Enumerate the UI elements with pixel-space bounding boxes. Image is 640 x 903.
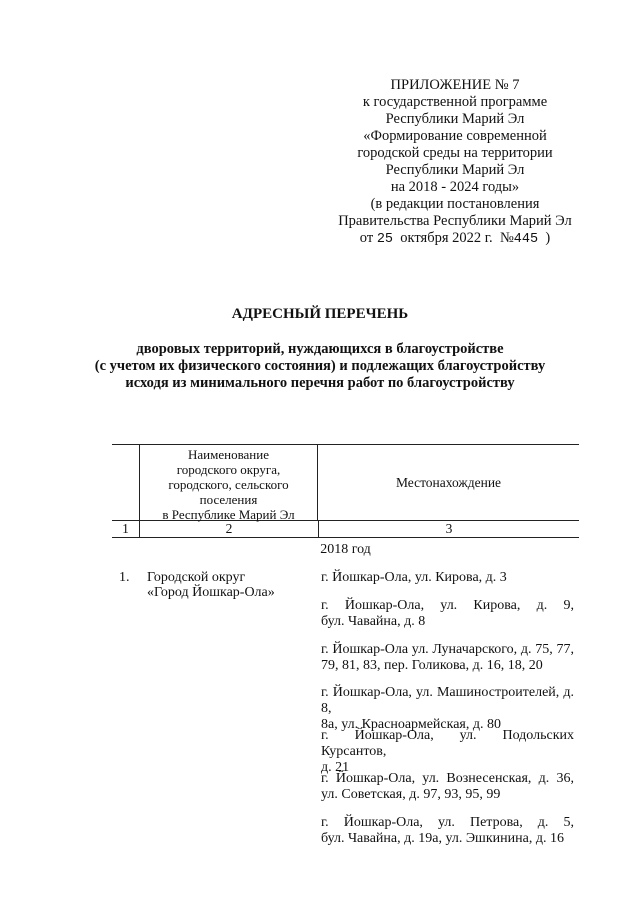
address-line: г. Йошкар-Ола, ул. Машиностроителей, д. 8, <box>321 685 574 716</box>
table-header-row <box>112 445 579 521</box>
close-paren: ) <box>545 230 551 246</box>
appendix-line: Правительства Республики Марий Эл <box>338 213 572 229</box>
address-line: 8а, ул. Красноармейская, д. 80 <box>321 717 501 732</box>
appendix-line: к государственной программе <box>362 94 548 110</box>
header-cell-number <box>112 445 140 520</box>
date-month-year: октября 2022 г. <box>400 230 493 246</box>
address-line: бул. Чавайна, д. 19а, ул. Эшкинина, д. 16 <box>321 831 564 846</box>
address-line: г. Йошкар-Ола, ул. Кирова, д. 3 <box>321 570 507 585</box>
address-entry <box>321 570 574 586</box>
appendix-date-line <box>330 230 580 248</box>
column-number: 3 <box>445 521 453 536</box>
address-line: г. Йошкар-Ола, ул. Петрова, д. 5, <box>321 815 574 830</box>
address-line: г. Йошкар-Ола, ул. Кирова, д. 9, <box>321 598 574 613</box>
address-entry <box>321 642 574 674</box>
header-cell-district <box>140 445 318 520</box>
date-prefix: от <box>359 230 374 246</box>
date-day: 25 <box>376 232 394 247</box>
header-text: в Республике Марий Эл <box>162 507 295 522</box>
appendix-line: Республики Марий Эл <box>385 162 525 178</box>
header-text: городского, сельского <box>168 477 289 492</box>
document-subtitle <box>60 341 580 392</box>
header-text: городского округа, <box>176 462 281 477</box>
appendix-line: городской среды на территории <box>357 145 553 161</box>
column-number: 2 <box>140 521 319 537</box>
district-line: «Город Йошкар-Ола» <box>147 585 275 600</box>
district-line: Городской округ <box>147 570 246 585</box>
appendix-line: ПРИЛОЖЕНИЕ № 7 <box>390 77 520 93</box>
appendix-line: Республики Марий Эл <box>385 111 525 127</box>
table-column-numbers-row <box>112 521 579 538</box>
appendix-line: «Формирование современной <box>363 128 547 144</box>
address-line: ул. Советская, д. 97, 93, 95, 99 <box>321 787 501 802</box>
header-cell-location: Местонахождение <box>395 474 502 490</box>
address-line: бул. Чавайна, д. 8 <box>321 614 426 629</box>
address-entry <box>321 728 574 776</box>
row-number: 1. <box>119 570 130 585</box>
subtitle-line: (с учетом их физического состояния) и подлежащих благоустройству <box>94 358 546 374</box>
column-number: 1 <box>112 521 140 537</box>
address-line: г. Йошкар-Ола, ул. Подольских Курсантов, <box>321 728 574 759</box>
year-heading: 2018 год <box>320 542 371 557</box>
address-line: г. Йошкар-Ола ул. Луначарского, д. 75, 77, <box>321 642 574 657</box>
document-number: 445 <box>513 232 539 247</box>
address-line: 79, 81, 83, пер. Голикова, д. 16, 18, 20 <box>321 658 543 673</box>
subtitle-line: дворовых территорий, нуждающихся в благоустройстве <box>136 341 504 357</box>
appendix-line: на 2018 - 2024 годы» <box>390 179 520 195</box>
header-text: поселения <box>199 492 258 507</box>
address-line: г. Йошкар-Ола, ул. Вознесенская, д. 36, <box>321 771 574 786</box>
appendix-line: (в редакции постановления <box>370 196 540 212</box>
header-text: Наименование <box>188 447 269 462</box>
district-name <box>147 570 317 600</box>
address-entry <box>321 685 574 733</box>
address-entry <box>321 598 574 630</box>
document-title: АДРЕСНЫЙ ПЕРЕЧЕНЬ <box>231 306 409 322</box>
address-line: д. 21 <box>321 760 350 775</box>
appendix-header <box>330 77 580 248</box>
subtitle-line: исходя из минимального перечня работ по благоустройству <box>125 375 515 391</box>
address-table-header <box>112 444 579 538</box>
address-entry <box>321 815 574 847</box>
address-entry <box>321 771 574 803</box>
number-sign: № <box>499 230 514 246</box>
